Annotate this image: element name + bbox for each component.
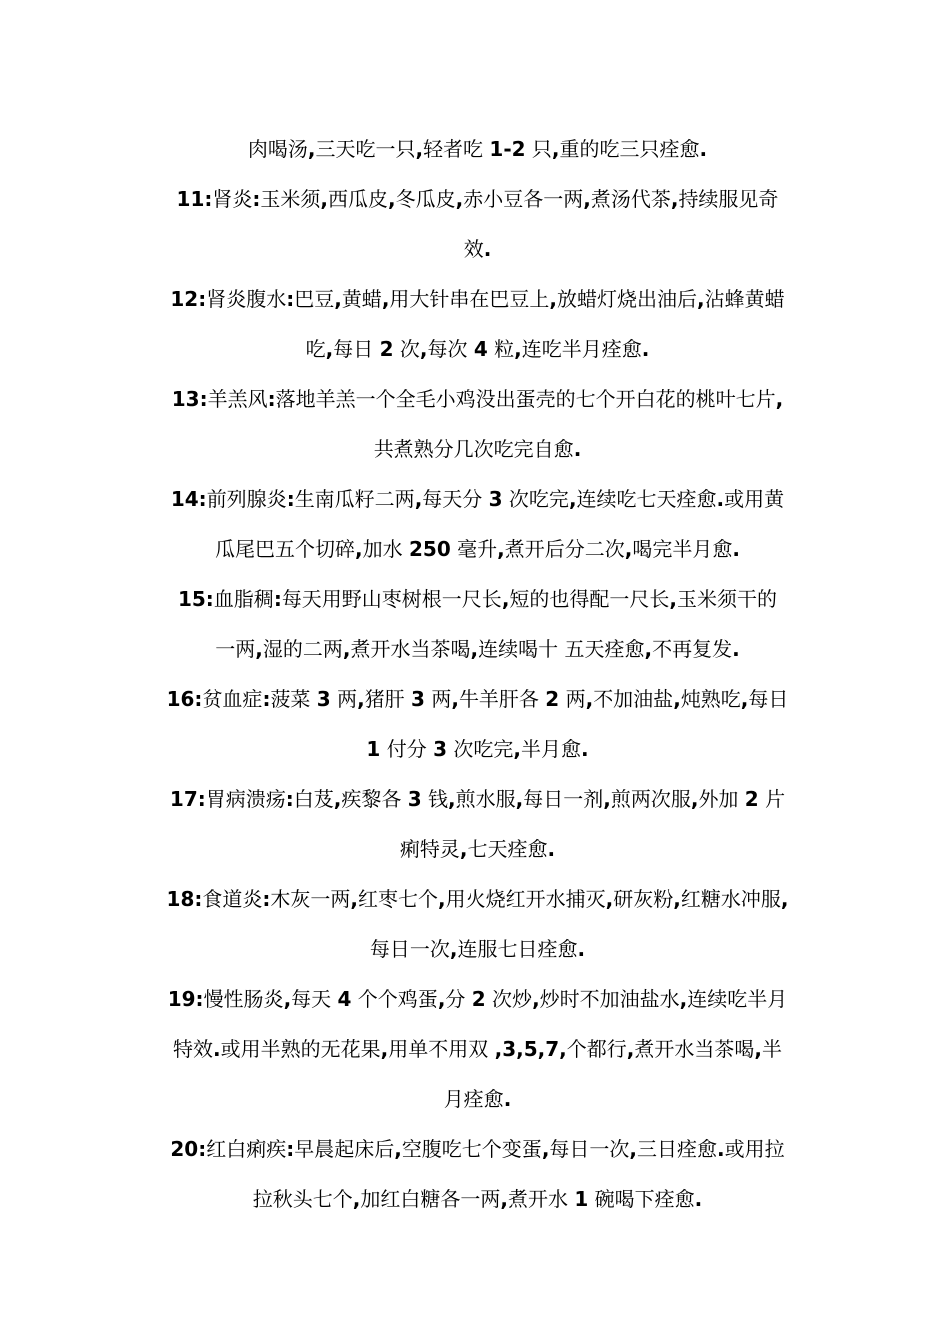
text-line: 15:血脂稠:每天用野山枣树根一尺长,短的也得配一尺长,玉米须干的 <box>177 587 778 611</box>
text-line: 共煮熟分几次吃完自愈. <box>373 437 582 461</box>
text-line: 17:胃病溃疡:白芨,疾黎各 3 钱,煎水服,每日一剂,煎两次服,外加 2 片 <box>169 787 786 811</box>
text-line: 1 付分 3 次吃完,半月愈. <box>366 737 589 761</box>
text-line: 16:贫血症:菠菜 3 两,猪肝 3 两,牛羊肝各 2 两,不加油盐,炖熟吃,每日 <box>166 687 789 711</box>
text-line: 月痊愈. <box>443 1087 512 1111</box>
text-line: 效. <box>463 237 492 261</box>
text-line: 11:肾炎:玉米须,西瓜皮,冬瓜皮,赤小豆各一两,煮汤代茶,持续服见奇 <box>176 187 779 211</box>
text-line: 19:慢性肠炎,每天 4 个个鸡蛋,分 2 次炒,炒时不加油盐水,连续吃半月 <box>167 987 788 1011</box>
text-line: 拉秋头七个,加红白糖各一两,煮开水 1 碗喝下痊愈. <box>252 1187 703 1211</box>
text-line: 12:肾炎腹水:巴豆,黄蜡,用大针串在巴豆上,放蜡灯烧出油后,沾蜂黄蜡 <box>170 287 785 311</box>
text-line: 瓜尾巴五个切碎,加水 250 毫升,煮开后分二次,喝完半月愈. <box>215 537 740 561</box>
text-line: 每日一次,连服七日痊愈. <box>369 937 586 961</box>
text-line: 13:羊羔风:落地羊羔一个全毛小鸡没出蛋壳的七个开白花的桃叶七片, <box>171 387 784 411</box>
document-body <box>140 124 815 1224</box>
text-line: 一两,湿的二两,煮开水当茶喝,连续喝十 五天痊愈,不再复发. <box>215 637 740 661</box>
text-line: 特效.或用半熟的无花果,用单不用双 ,3,5,7,个都行,煮开水当茶喝,半 <box>173 1037 782 1061</box>
text-line: 痢特灵,七天痊愈. <box>399 837 556 861</box>
text-line: 肉喝汤,三天吃一只,轻者吃 1-2 只,重的吃三只痊愈. <box>247 137 708 161</box>
text-line: 吃,每日 2 次,每次 4 粒,连吃半月痊愈. <box>305 337 650 361</box>
text-line: 20:红白痢疾:早晨起床后,空腹吃七个变蛋,每日一次,三日痊愈.或用拉 <box>170 1137 785 1161</box>
text-line: 18:食道炎:木灰一两,红枣七个,用火烧红开水捕灭,研灰粉,红糖水冲服, <box>166 887 789 911</box>
text-line: 14:前列腺炎:生南瓜籽二两,每天分 3 次吃完,连续吃七天痊愈.或用黄 <box>170 487 785 511</box>
